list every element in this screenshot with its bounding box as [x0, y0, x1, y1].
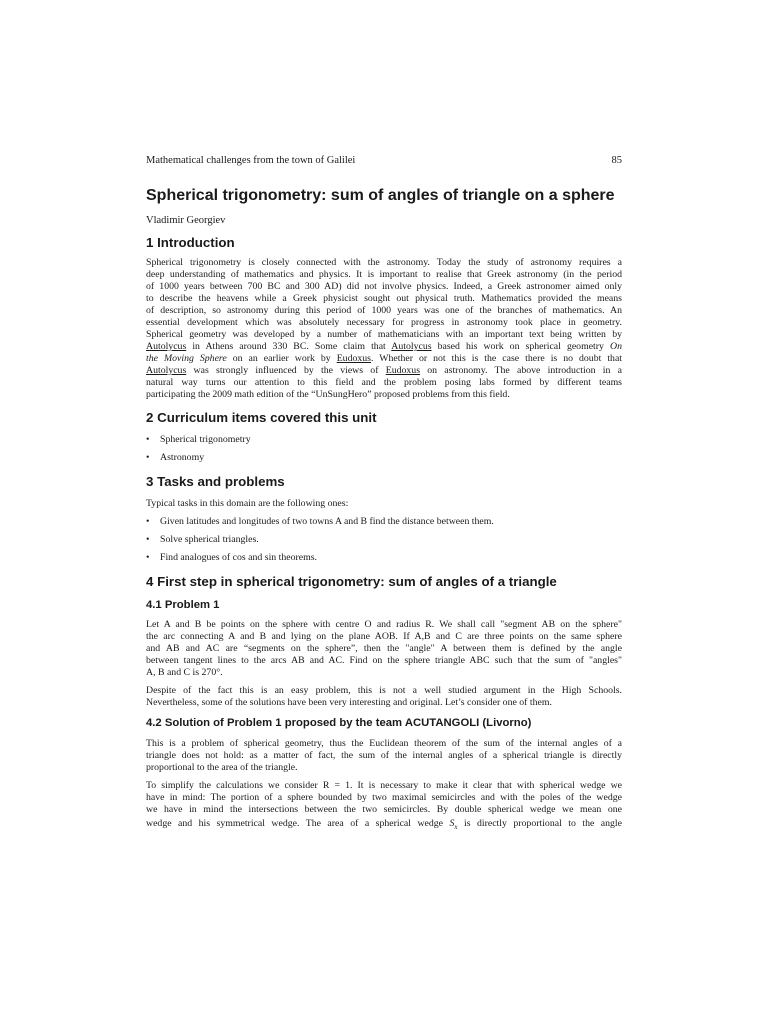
problem-line: Let A and B be points on the sphere with centre O and radius R. We shall call "segment AB on the sphere" — [146, 619, 622, 630]
list-item-text: Astronomy — [160, 452, 205, 463]
problem-line: the arc connecting A and B and lying on the plane AOB. If A,B and C are three points on the same sphere — [146, 631, 622, 642]
tasks-intro: Typical tasks in this domain are the following ones: — [146, 498, 349, 509]
book-title: On — [610, 341, 622, 352]
problem-line: and AB and AC are “segments on the sphere”, then the "angle" A between them is defined by the angle — [146, 643, 622, 654]
solution-line — [146, 818, 622, 833]
solution-text: is directly proportional to the angle — [457, 818, 622, 829]
intro-text: in Athens around 330 BC. Some claim that — [186, 341, 392, 352]
name-autolycus: Autolycus — [146, 341, 187, 352]
solution-line: have in mind: The portion of a sphere bounded by two maximal semicircles and with the poles of the wedge — [146, 792, 622, 803]
list-item — [146, 552, 622, 564]
intro-text: on an earlier work by — [226, 353, 337, 364]
subsection-heading-solution: 4.2 Solution of Problem 1 proposed by the team ACUTANGOLI (Livorno) — [146, 717, 532, 729]
intro-line — [146, 365, 622, 377]
section-heading-tasks: 3 Tasks and problems — [146, 474, 285, 489]
list-item — [146, 534, 622, 546]
intro-line: to describe the heavens while a Greek physicist sought out physical truth. Mathematics provided the means — [146, 293, 622, 304]
intro-line: deep understanding of mathematics and physics. It is important to realise that Greek astronomy (in the period — [146, 269, 622, 280]
intro-line — [146, 353, 622, 365]
book-title: the Moving Sphere — [146, 353, 227, 364]
name-eudoxus: Eudoxus — [336, 353, 371, 364]
list-item-text: Find analogues of cos and sin theorems. — [160, 552, 317, 563]
problem-line: Nevertheless, some of the solutions have been very interesting and original. Let’s consider one of them. — [146, 697, 552, 708]
solution-line: we have in mind the intersections between the two semicircles. By double spherical wedge we mean one — [146, 804, 622, 815]
intro-text: on astronomy. The above introduction in a — [420, 365, 622, 376]
running-title: Mathematical challenges from the town of Galilei — [146, 155, 356, 166]
intro-line: essential development which was absolutely necessary for progress in astronomy took place in geometry. — [146, 317, 622, 328]
solution-line: proportional to the area of the triangle. — [146, 762, 298, 773]
name-autolycus: Autolycus — [391, 341, 432, 352]
intro-text: was strongly influenced by the views of — [186, 365, 386, 376]
bullet-icon: • — [146, 434, 150, 445]
intro-text: based his work on spherical geometry — [431, 341, 610, 352]
intro-line: Spherical trigonometry is closely connected with the astronomy. Today the study of astronomy requires a — [146, 257, 622, 268]
problem-line: Despite of the fact this is an easy problem, this is not a well studied argument in the High Schools. — [146, 685, 622, 696]
problem-line: A, B and C is 270°. — [146, 667, 223, 678]
math-symbol-letter: S — [449, 818, 455, 829]
list-item — [146, 516, 622, 528]
bullet-icon: • — [146, 452, 150, 463]
list-item — [146, 452, 622, 464]
intro-line: participating the 2009 math edition of the “UnSungHero” proposed problems from this field. — [146, 389, 510, 400]
subsection-heading-problem-1: 4.1 Problem 1 — [146, 599, 220, 611]
section-heading-first-step: 4 First step in spherical trigonometry: sum of angles of a triangle — [146, 574, 557, 589]
list-item-text: Solve spherical triangles. — [160, 534, 259, 545]
intro-line: natural way turns our attention to this field and the problem posing labs formed by different teams — [146, 377, 622, 388]
list-item-text: Spherical trigonometry — [160, 434, 251, 445]
paper-title: Spherical trigonometry: sum of angles of triangle on a sphere — [146, 187, 615, 204]
section-heading-introduction: 1 Introduction — [146, 235, 235, 250]
intro-text: . Whether or not this is the case there is no doubt that — [370, 353, 623, 364]
author-name: Vladimir Georgiev — [146, 215, 226, 226]
running-header — [146, 155, 622, 167]
bullet-icon: • — [146, 516, 150, 527]
intro-line: of 1000 years between 700 BC and 300 AD) did not involve physics. Indeed, a Greek astronomer aimed only — [146, 281, 622, 292]
solution-line: This is a problem of spherical geometry, thus the Euclidean theorem of the sum of the internal angles of a — [146, 738, 622, 749]
solution-line: triangle does not hold: as a matter of fact, the sum of the internal angles of a spherical triangle is directly — [146, 750, 622, 761]
bullet-icon: • — [146, 534, 150, 545]
math-symbol-s — [450, 818, 458, 829]
bullet-icon: • — [146, 552, 150, 563]
math-subscript: x — [454, 822, 458, 831]
problem-line: between tangent lines to the arcs AB and AC. Find on the sphere triangle ABC such that the sum of "angles" — [146, 655, 622, 666]
name-eudoxus: Eudoxus — [385, 365, 421, 376]
solution-line: To simplify the calculations we consider R = 1. It is necessary to make it clear that with spherical wedge we — [146, 780, 622, 791]
section-heading-curriculum: 2 Curriculum items covered this unit — [146, 410, 377, 425]
list-item-text: Given latitudes and longitudes of two towns A and B find the distance between them. — [160, 516, 494, 527]
solution-text: wedge and his symmetrical wedge. The area of a spherical wedge — [146, 818, 450, 829]
intro-line: Spherical geometry was developed by a number of mathematicians with an important text being written by — [146, 329, 622, 340]
intro-line: of description, so astronomy during this period of 1000 years was one of the branches of mathematics. An — [146, 305, 622, 316]
list-item — [146, 434, 622, 446]
intro-line — [146, 341, 622, 353]
page-number: 85 — [611, 155, 622, 166]
name-autolycus: Autolycus — [146, 365, 187, 376]
